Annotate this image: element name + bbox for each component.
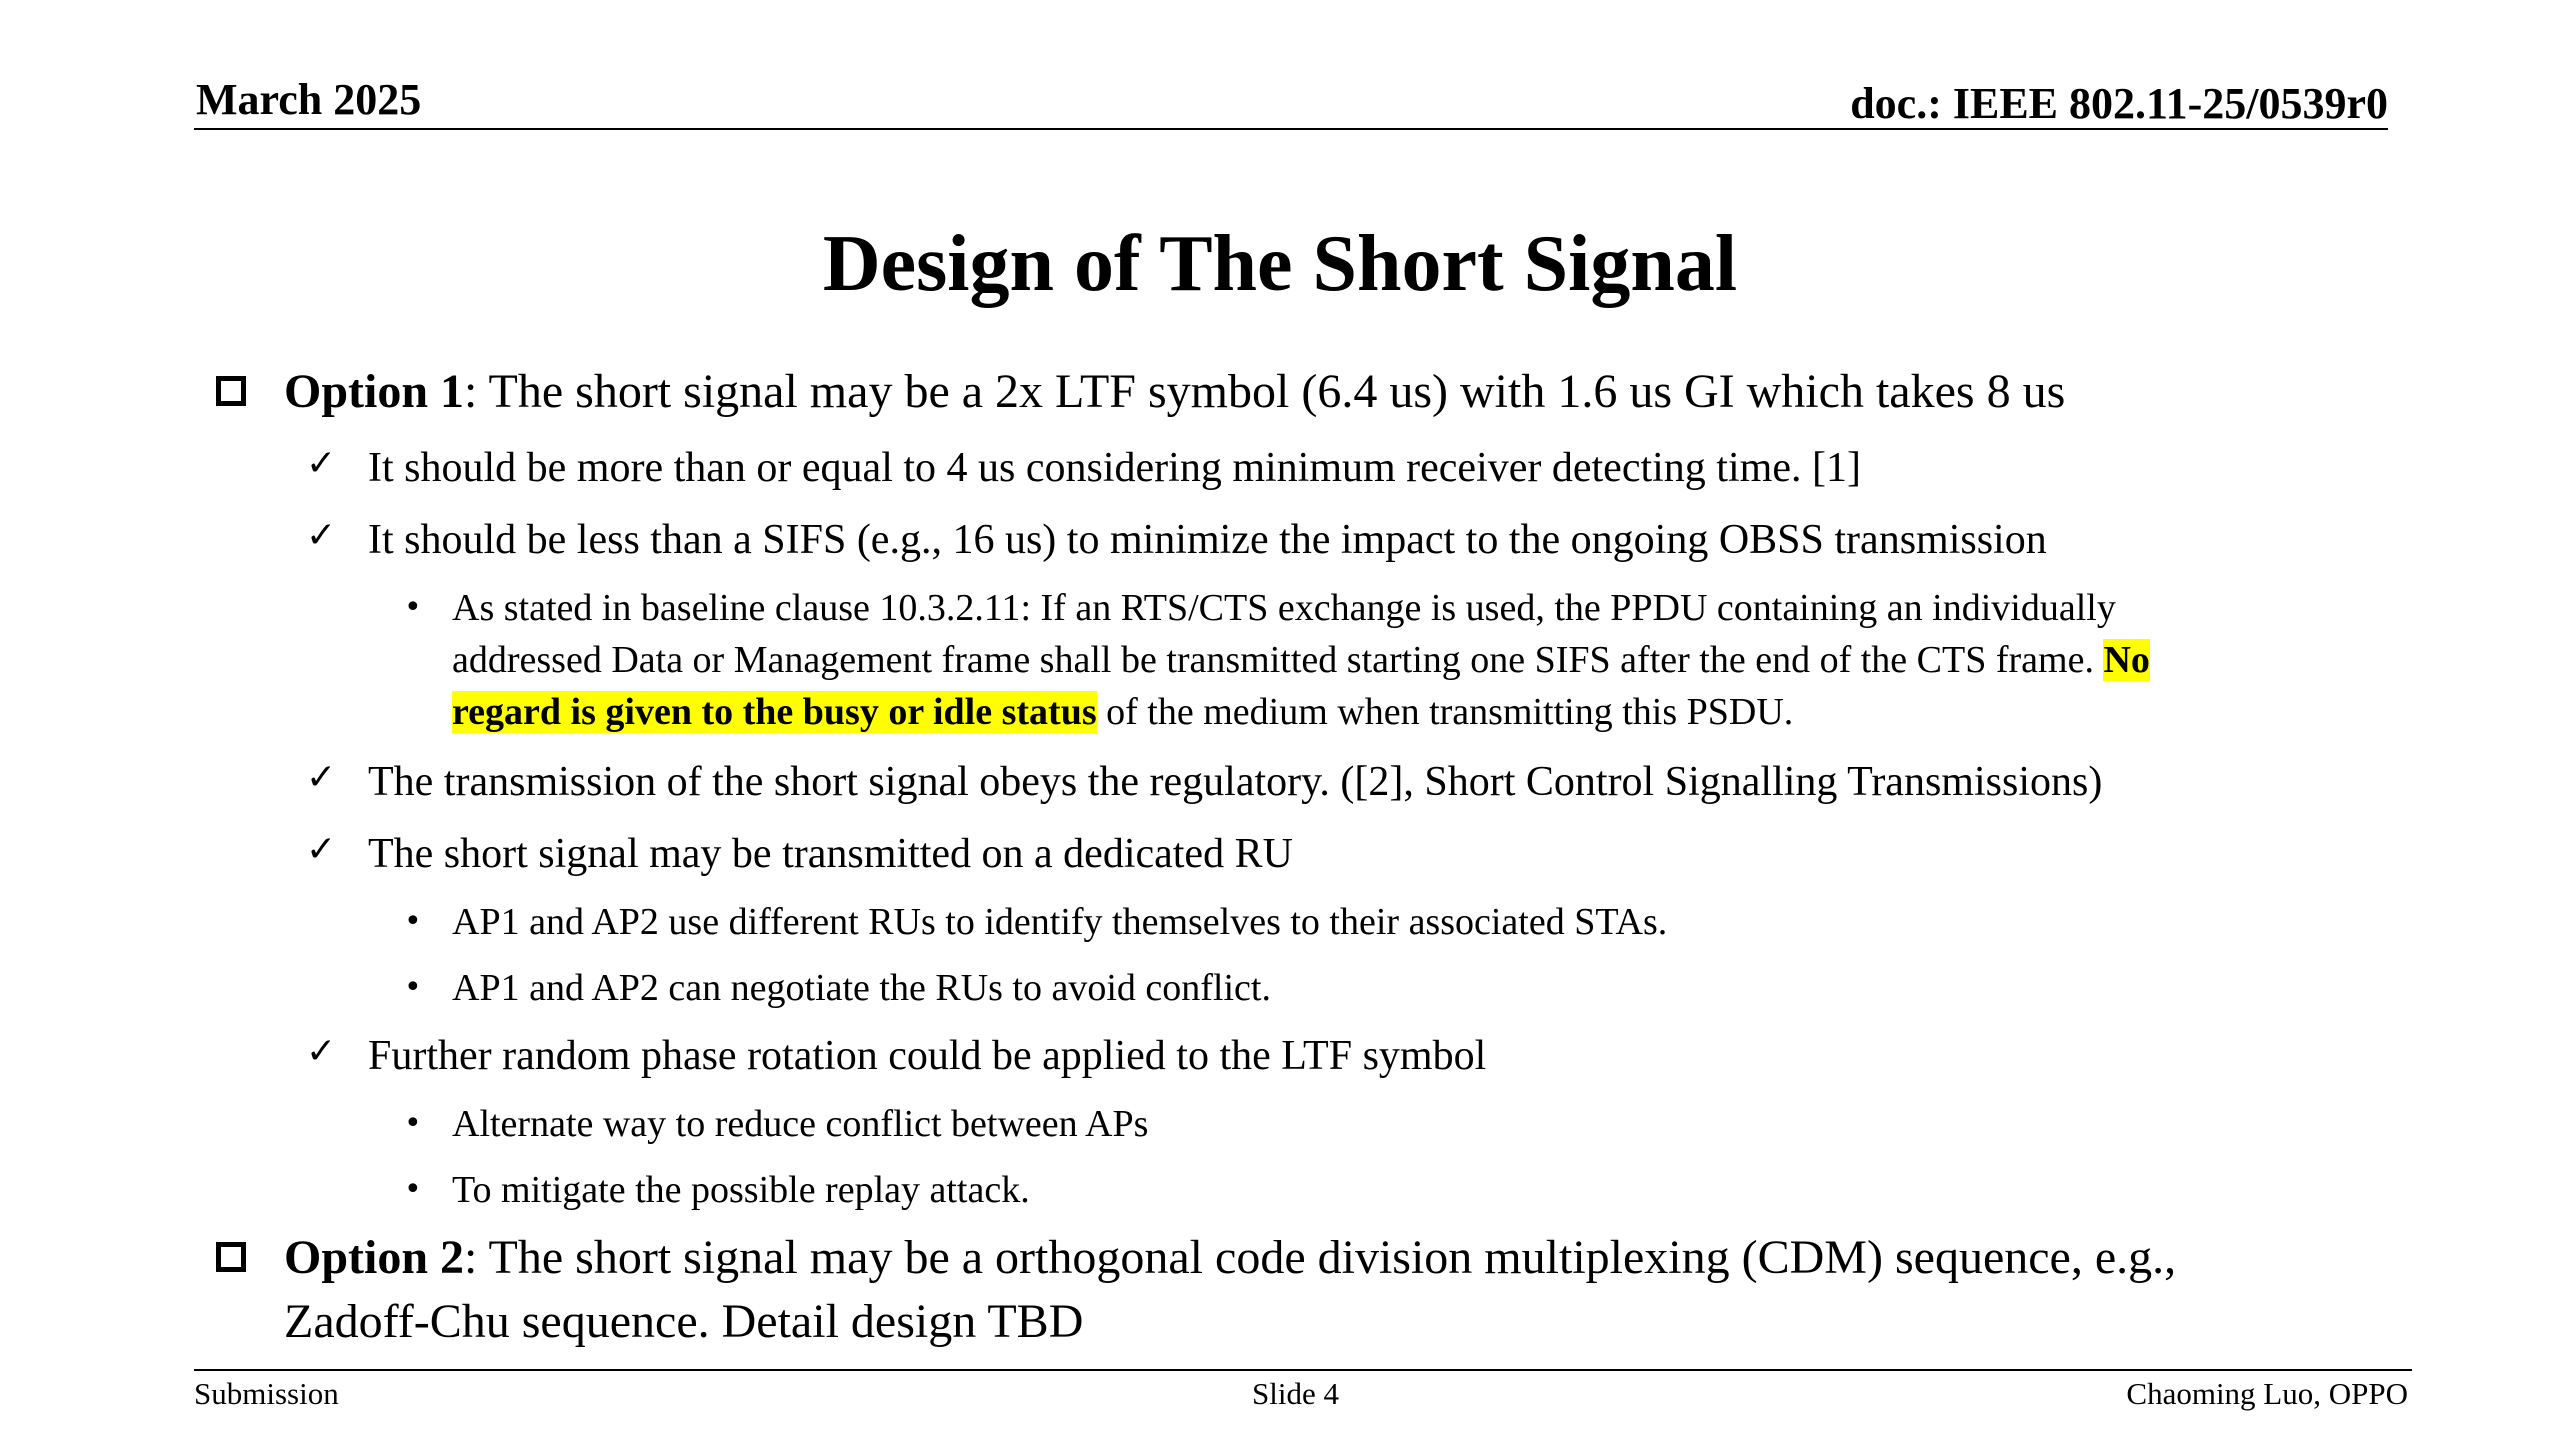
checkmark-icon: ✓	[306, 515, 337, 556]
option2-label: Option 2	[284, 1231, 465, 1284]
header-date: March 2025	[196, 75, 422, 124]
option1-item: It should be more than or equal to 4 us considering minimum receiver detecting time. [1]	[368, 445, 1861, 491]
option1-item: The short signal may be transmitted on a dedicated RU	[368, 831, 1293, 877]
option2-text: : The short signal may be a orthogonal code division multiplexing (CDM) sequence, e.g.,	[464, 1231, 2177, 1284]
option1-item: Further random phase rotation could be applied to the LTF symbol	[368, 1033, 1487, 1079]
baseline-quote-line3	[452, 686, 1793, 738]
bullet-icon: •	[404, 1172, 422, 1207]
checkmark-icon: ✓	[306, 829, 337, 870]
option2-line1	[284, 1226, 2176, 1290]
baseline-quote-text: addressed Data or Management frame shall be transmitted starting one SIFS after the end of the CTS frame.	[452, 639, 2104, 681]
checkbox-square-icon	[216, 1242, 246, 1272]
option2-line2: Zadoff-Chu sequence. Detail design TBD	[284, 1295, 1084, 1348]
bullet-icon: •	[404, 1106, 422, 1141]
bullet-icon: •	[404, 904, 422, 939]
option1-item: It should be less than a SIFS (e.g., 16 us) to minimize the impact to the ongoing OBSS transmission	[368, 517, 2047, 563]
option1-line	[284, 360, 2065, 424]
bullet-icon: •	[404, 590, 422, 625]
checkmark-icon: ✓	[306, 443, 337, 484]
baseline-quote-line1: As stated in baseline clause 10.3.2.11: If an RTS/CTS exchange is used, the PPDU containing an individually	[452, 587, 2116, 629]
baseline-quote-text: of the medium when transmitting this PSDU.	[1096, 691, 1794, 733]
header-divider	[194, 128, 2388, 130]
footer-divider	[194, 1369, 2412, 1371]
footer-submission: Submission	[194, 1376, 339, 1411]
phase-sub-item: Alternate way to reduce conflict between APs	[452, 1103, 1149, 1145]
highlighted-text: No	[2103, 639, 2150, 681]
baseline-quote-line2	[452, 634, 2150, 686]
option1-label: Option 1	[284, 365, 465, 418]
header-doc-id: doc.: IEEE 802.11-25/0539r0	[1850, 79, 2388, 128]
option1-text: : The short signal may be a 2x LTF symbol (6.4 us) with 1.6 us GI which takes 8 us	[464, 365, 2066, 418]
footer-author: Chaoming Luo, OPPO	[2126, 1376, 2408, 1411]
checkmark-icon: ✓	[306, 757, 337, 798]
checkbox-square-icon	[216, 376, 246, 406]
ru-sub-item: AP1 and AP2 use different RUs to identify themselves to their associated STAs.	[452, 901, 1668, 943]
checkmark-icon: ✓	[306, 1031, 337, 1072]
ru-sub-item: AP1 and AP2 can negotiate the RUs to avoid conflict.	[452, 967, 1271, 1009]
slide-title: Design of The Short Signal	[822, 220, 1738, 308]
footer-slide-number: Slide 4	[1252, 1376, 1339, 1411]
highlighted-text: regard is given to the busy or idle status	[452, 691, 1097, 733]
phase-sub-item: To mitigate the possible replay attack.	[452, 1169, 1030, 1211]
option1-item: The transmission of the short signal obeys the regulatory. ([2], Short Control Signalling Transmissions)	[368, 759, 2103, 805]
bullet-icon: •	[404, 970, 422, 1005]
